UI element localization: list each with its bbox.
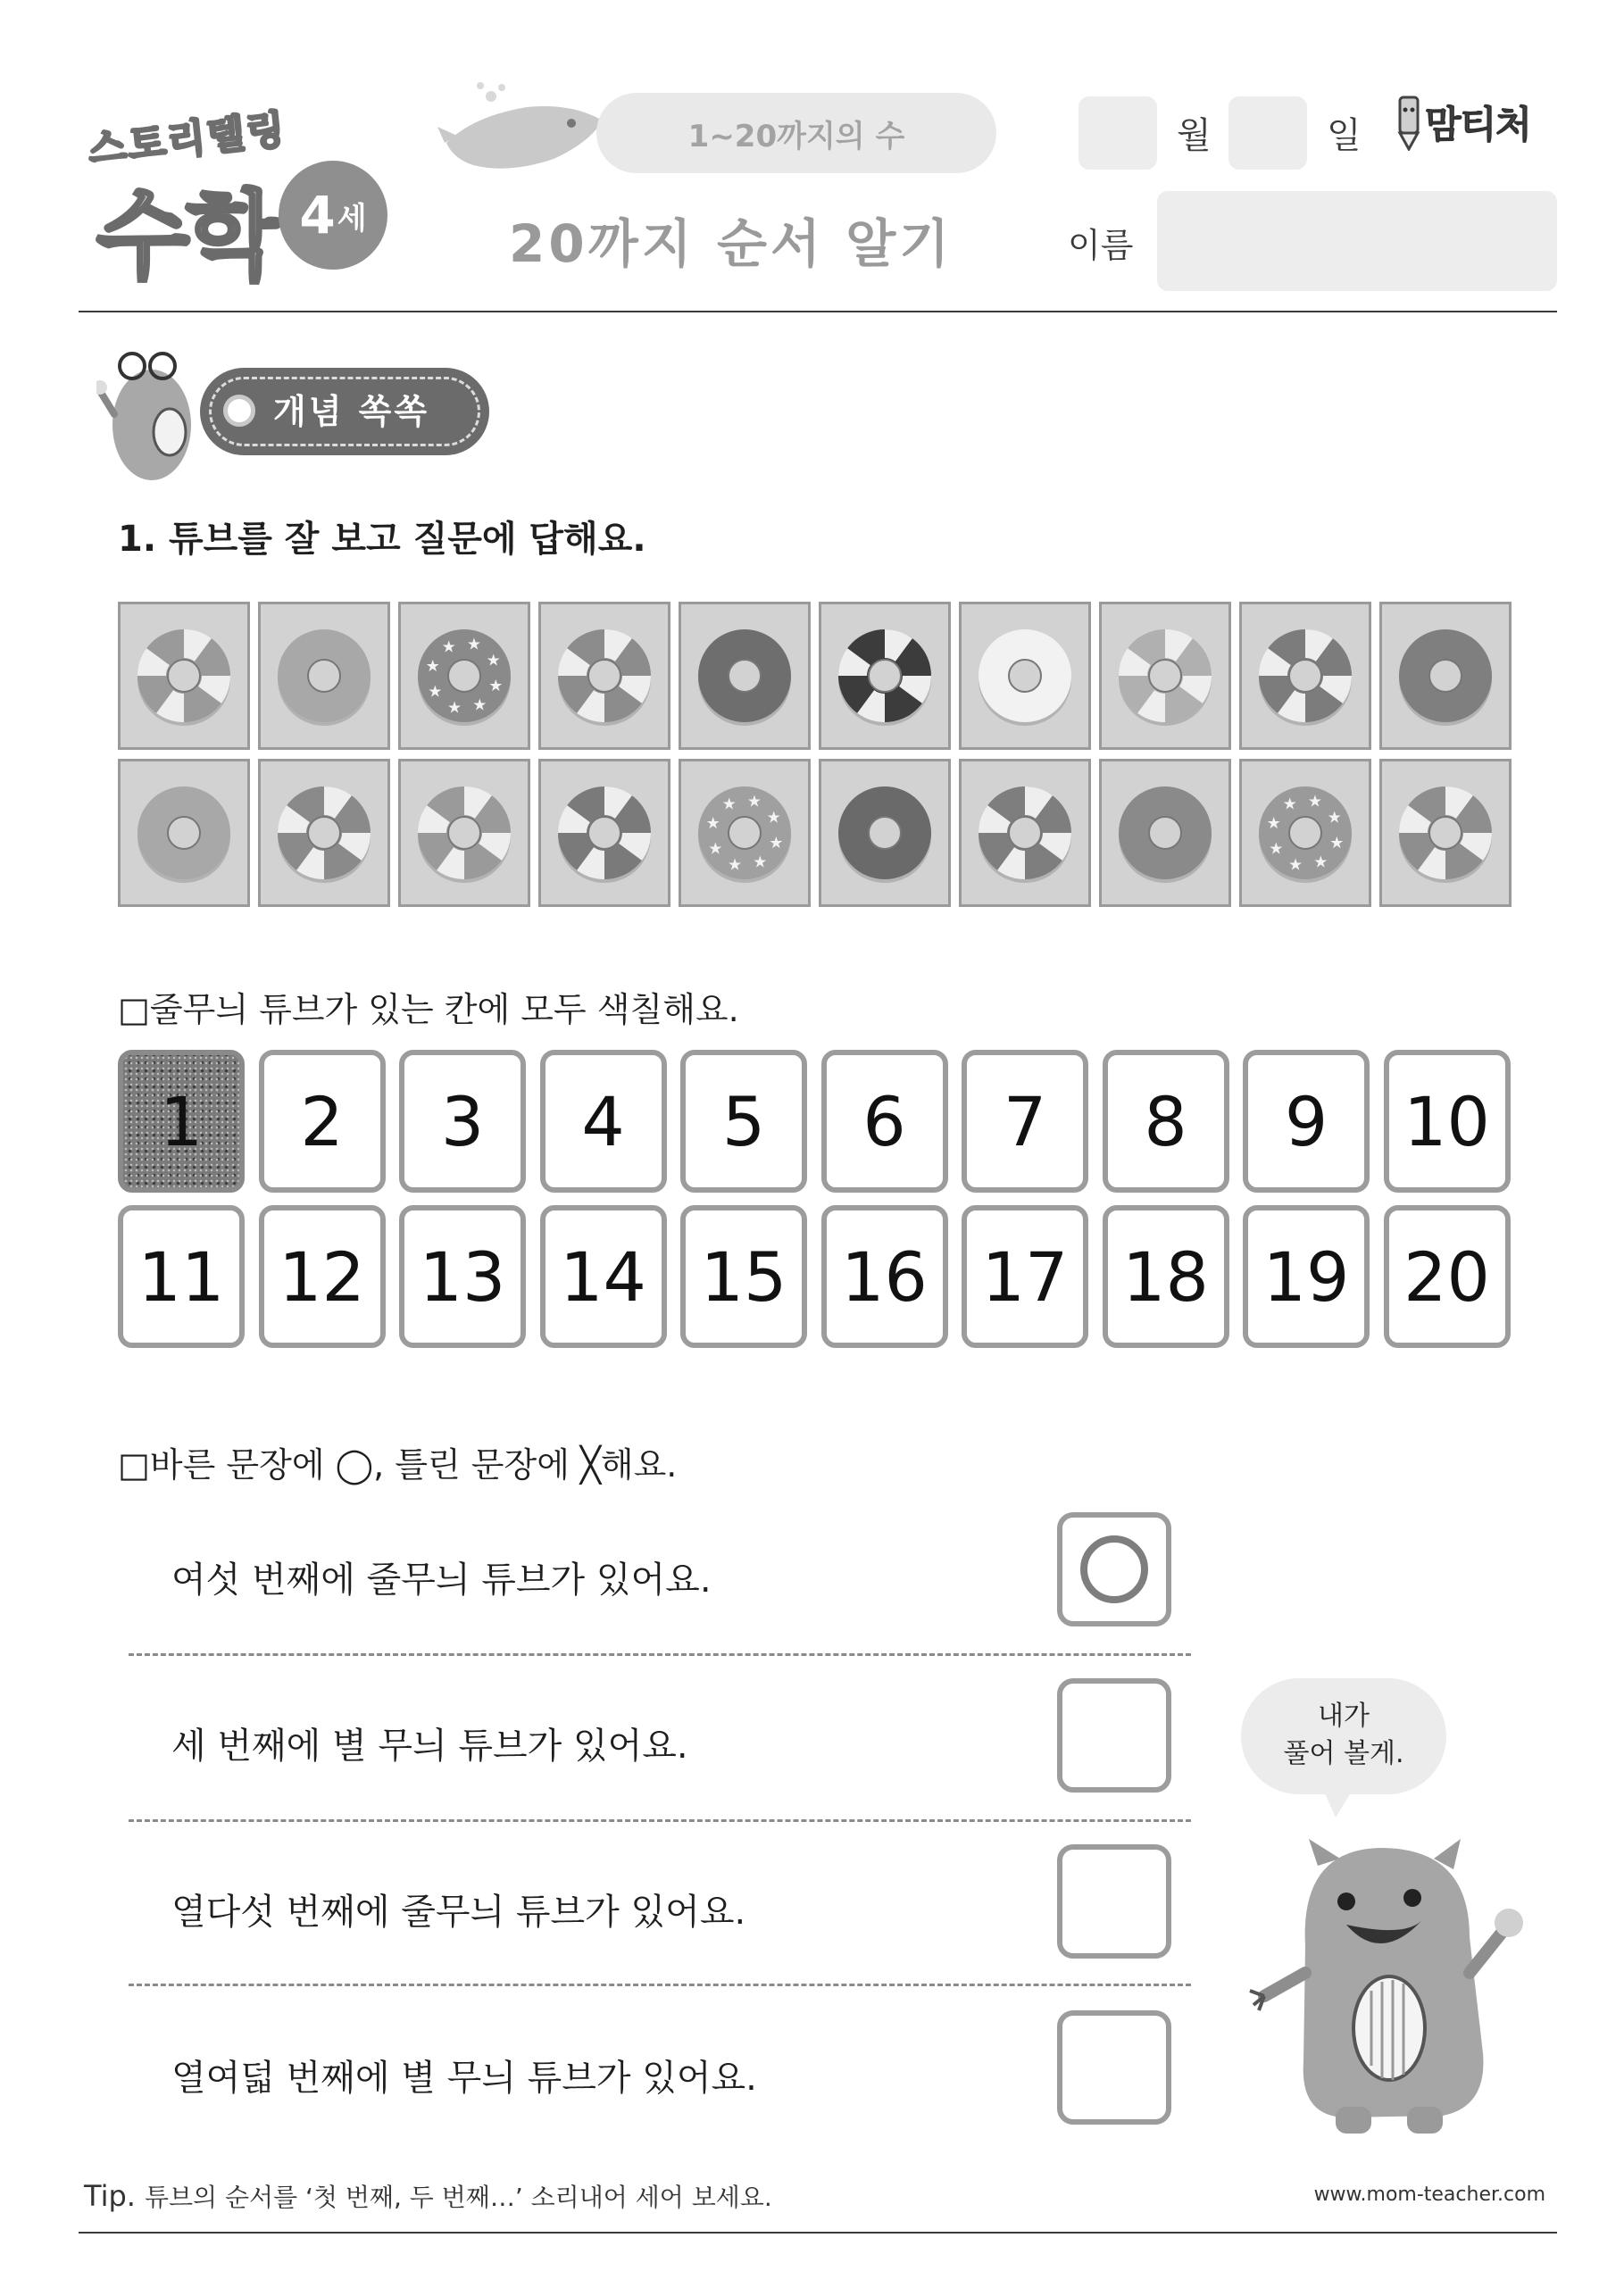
plain-tube-icon <box>269 620 379 731</box>
pencil-icon <box>1393 94 1425 151</box>
number-cell[interactable]: 12 <box>259 1205 386 1348</box>
plain-tube-icon <box>1390 620 1501 731</box>
plain-tube-icon <box>829 778 940 888</box>
tube-cell <box>959 602 1091 750</box>
svg-text:★: ★ <box>746 792 762 811</box>
svg-text:★: ★ <box>728 855 743 875</box>
number-cell[interactable]: 14 <box>540 1205 667 1348</box>
tube-cell <box>258 602 390 750</box>
statement-2: 세 번째에 별 무늬 튜브가 있어요. <box>171 1726 688 1767</box>
footer-divider <box>79 2232 1557 2234</box>
number-cell[interactable]: 11 <box>118 1205 245 1348</box>
svg-text:★: ★ <box>705 814 720 834</box>
age-number: 4 <box>299 185 336 245</box>
instruction-color: □줄무늬 튜브가 있는 칸에 모두 색칠해요. <box>118 990 739 1029</box>
section-banner-label: 개념 쏙쏙 <box>273 392 430 431</box>
tube-cell <box>398 759 530 907</box>
striped-tube-icon <box>409 778 520 888</box>
mascot-monster-illustration <box>1246 1839 1532 2142</box>
name-input-box[interactable] <box>1157 191 1557 291</box>
number-cell[interactable]: 7 <box>962 1050 1088 1193</box>
tube-cell <box>679 602 811 750</box>
striped-tube-icon <box>829 620 940 731</box>
tube-cell <box>118 602 250 750</box>
website-url: www.mom-teacher.com <box>1313 2184 1545 2206</box>
whale-illustration <box>437 80 616 187</box>
name-label: 이름 <box>1068 226 1134 265</box>
svg-text:★: ★ <box>1288 855 1303 875</box>
question-1: 1. 튜브를 잘 보고 질문에 답해요. <box>118 519 646 560</box>
tube-cell <box>538 759 670 907</box>
answer-box-4[interactable] <box>1057 2010 1171 2125</box>
plain-tube-icon <box>129 778 239 888</box>
tube-cell <box>1379 759 1512 907</box>
answer-box-3[interactable] <box>1057 1844 1171 1959</box>
number-cell[interactable]: 5 <box>680 1050 807 1193</box>
stars-tube-icon <box>409 620 520 731</box>
tube-cell <box>819 759 951 907</box>
svg-text:★: ★ <box>425 657 440 677</box>
striped-tube-icon <box>1110 620 1220 731</box>
tip-label: Tip. <box>84 2179 136 2213</box>
svg-text:★: ★ <box>1269 839 1284 859</box>
plain-tube-icon <box>689 620 800 731</box>
striped-tube-icon <box>1250 620 1361 731</box>
tube-cell <box>258 759 390 907</box>
number-cell[interactable]: 2 <box>259 1050 386 1193</box>
tube-cell <box>538 602 670 750</box>
svg-text:★: ★ <box>1266 814 1281 834</box>
tube-cell <box>1099 759 1231 907</box>
svg-text:★: ★ <box>766 808 781 828</box>
svg-text:★: ★ <box>708 839 723 859</box>
number-cell[interactable]: 16 <box>821 1205 948 1348</box>
number-cell[interactable]: 8 <box>1103 1050 1229 1193</box>
stars-tube-icon <box>689 778 800 888</box>
series-logo-main: 수학 <box>96 181 276 293</box>
number-cell[interactable]: 13 <box>399 1205 526 1348</box>
section-banner <box>200 368 489 455</box>
tube-grid <box>118 602 1516 914</box>
speech-bubble-tail <box>1321 1785 1355 1818</box>
svg-text:★: ★ <box>472 695 487 715</box>
svg-text:★: ★ <box>447 698 462 718</box>
svg-text:★: ★ <box>428 682 443 702</box>
striped-tube-icon <box>269 778 379 888</box>
month-label: 월 <box>1177 115 1212 156</box>
number-cell[interactable]: 19 <box>1243 1205 1370 1348</box>
svg-text:★: ★ <box>488 676 504 695</box>
age-unit: 세 <box>337 200 367 237</box>
ring-icon <box>223 395 255 427</box>
number-cell[interactable]: 17 <box>962 1205 1088 1348</box>
number-cell[interactable]: 4 <box>540 1050 667 1193</box>
tube-cell <box>1239 759 1371 907</box>
divider <box>129 1653 1191 1656</box>
brand-logo <box>1393 94 1531 151</box>
tube-cell <box>1239 602 1371 750</box>
number-cell[interactable]: 1 <box>118 1050 245 1193</box>
stars-tube-icon <box>1250 778 1361 888</box>
day-input-box[interactable] <box>1228 96 1307 170</box>
number-cell[interactable]: 9 <box>1243 1050 1370 1193</box>
worksheet-title: 20까지 순서 알기 <box>509 213 954 274</box>
striped-tube-icon <box>1390 778 1501 888</box>
tube-cell <box>1099 602 1231 750</box>
instruction-ox: □바른 문장에 ◯, 틀린 문장에 ╳해요. <box>118 1445 678 1485</box>
number-cell[interactable]: 3 <box>399 1050 526 1193</box>
number-cell[interactable]: 15 <box>680 1205 807 1348</box>
tip-text <box>84 2178 772 2214</box>
month-input-box[interactable] <box>1079 96 1157 170</box>
striped-tube-icon <box>549 778 660 888</box>
number-cell[interactable]: 18 <box>1103 1205 1229 1348</box>
svg-text:★: ★ <box>1329 833 1345 853</box>
answer-box-1[interactable] <box>1057 1512 1171 1626</box>
striped-tube-icon <box>970 778 1080 888</box>
statement-1: 여섯 번째에 줄무늬 튜브가 있어요. <box>171 1560 712 1601</box>
svg-text:★: ★ <box>466 635 481 654</box>
tip-body: 튜브의 순서를 ‘첫 번째, 두 번째…’ 소리내어 세어 보세요. <box>144 2183 772 2212</box>
answer-box-2[interactable] <box>1057 1678 1171 1793</box>
svg-text:★: ★ <box>441 637 456 657</box>
tube-cell <box>1379 602 1512 750</box>
mascot-glasses-illustration <box>96 336 212 487</box>
brand-name: 맘티처 <box>1425 103 1531 146</box>
svg-text:★: ★ <box>1313 853 1328 872</box>
divider <box>129 1984 1191 1986</box>
age-badge <box>279 161 387 270</box>
svg-text:★: ★ <box>1327 808 1342 828</box>
striped-tube-icon <box>129 620 239 731</box>
divider <box>129 1819 1191 1822</box>
svg-text:★: ★ <box>721 794 737 814</box>
bubble-line-2: 풀어 볼게. <box>1283 1738 1404 1769</box>
striped-tube-icon <box>549 620 660 731</box>
plain-tube-icon <box>970 620 1080 731</box>
number-cell[interactable]: 20 <box>1384 1205 1511 1348</box>
svg-text:★: ★ <box>1282 794 1297 814</box>
svg-text:★: ★ <box>769 833 784 853</box>
circle-mark-icon <box>1080 1535 1148 1603</box>
svg-text:★: ★ <box>486 651 501 670</box>
svg-text:★: ★ <box>1307 792 1322 811</box>
svg-text:★: ★ <box>753 853 768 872</box>
day-label: 일 <box>1327 115 1362 156</box>
statement-3: 열다섯 번째에 줄무늬 튜브가 있어요. <box>171 1892 746 1933</box>
number-cell[interactable]: 6 <box>821 1050 948 1193</box>
topic-pill: 1~20까지의 수 <box>596 93 996 173</box>
speech-bubble <box>1241 1678 1446 1794</box>
statement-4: 열여덟 번째에 별 무늬 튜브가 있어요. <box>171 2058 757 2099</box>
number-cell[interactable]: 10 <box>1384 1050 1511 1193</box>
header-divider <box>79 311 1557 312</box>
bubble-line-1: 내가 <box>1318 1701 1370 1732</box>
series-logo-top: 스토리텔링 <box>86 106 289 173</box>
tube-cell <box>959 759 1091 907</box>
tube-cell <box>819 602 951 750</box>
tube-cell <box>679 759 811 907</box>
tube-cell <box>118 759 250 907</box>
plain-tube-icon <box>1110 778 1220 888</box>
tube-cell <box>398 602 530 750</box>
